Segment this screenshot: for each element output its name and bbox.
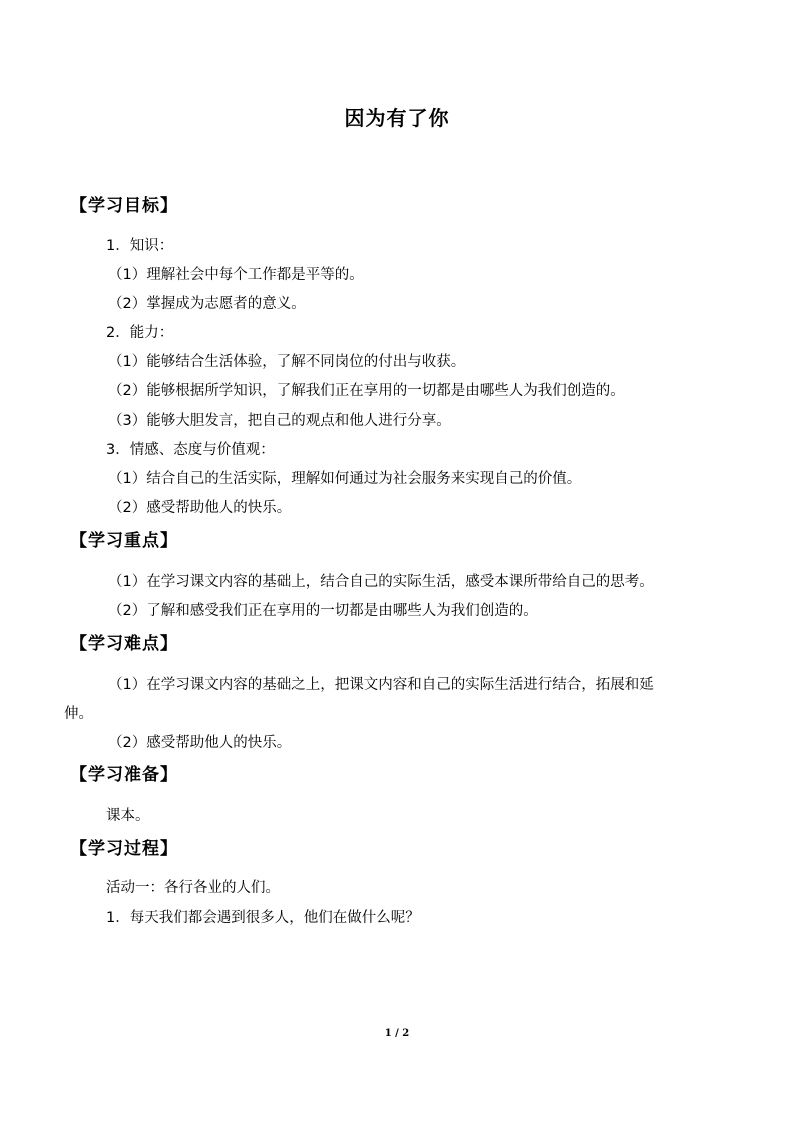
page-number: 1 / 2 bbox=[384, 1028, 410, 1039]
objective-line: 3．情感、态度与价值观： bbox=[106, 442, 275, 458]
objective-line: （1）理解社会中每个工作都是平等的。 bbox=[108, 267, 364, 283]
preparation-line: 课本。 bbox=[106, 808, 150, 824]
difficulty-line: （1）在学习课文内容的基础之上，把课文内容和自己的实际生活进行结合，拓展和延 bbox=[108, 677, 654, 693]
difficulty-line: （2）感受帮助他人的快乐。 bbox=[108, 735, 292, 751]
objective-line: （3）能够大胆发言，把自己的观点和他人进行分享。 bbox=[108, 413, 451, 429]
difficulty-line-continued: 伸。 bbox=[64, 706, 93, 722]
objective-line: （2）感受帮助他人的快乐。 bbox=[108, 500, 292, 516]
objective-line: （1）能够结合生活体验，了解不同岗位的付出与收获。 bbox=[108, 354, 466, 370]
section-heading-objectives: 【学习目标】 bbox=[70, 196, 178, 216]
objective-line: （2）掌握成为志愿者的意义。 bbox=[108, 296, 306, 312]
section-heading-key-points: 【学习重点】 bbox=[70, 531, 178, 551]
page-title: 因为有了你 bbox=[344, 106, 450, 130]
section-heading-process: 【学习过程】 bbox=[70, 839, 178, 859]
section-heading-difficulties: 【学习难点】 bbox=[70, 634, 178, 654]
objective-line: 1．知识： bbox=[106, 238, 174, 254]
objective-line: 2．能力： bbox=[106, 325, 174, 341]
key-point-line: （1）在学习课文内容的基础上，结合自己的实际生活，感受本课所带给自己的思考。 bbox=[108, 574, 654, 590]
process-line: 活动一：各行各业的人们。 bbox=[106, 880, 280, 896]
section-heading-preparation: 【学习准备】 bbox=[70, 765, 178, 785]
process-line: 1．每天我们都会遇到很多人，他们在做什么呢？ bbox=[106, 910, 420, 926]
objective-line: （2）能够根据所学知识，了解我们正在享用的一切都是由哪些人为我们创造的。 bbox=[108, 383, 625, 399]
key-point-line: （2）了解和感受我们正在享用的一切都是由哪些人为我们创造的。 bbox=[108, 603, 538, 619]
objective-line: （1）结合自己的生活实际，理解如何通过为社会服务来实现自己的价值。 bbox=[108, 471, 582, 487]
